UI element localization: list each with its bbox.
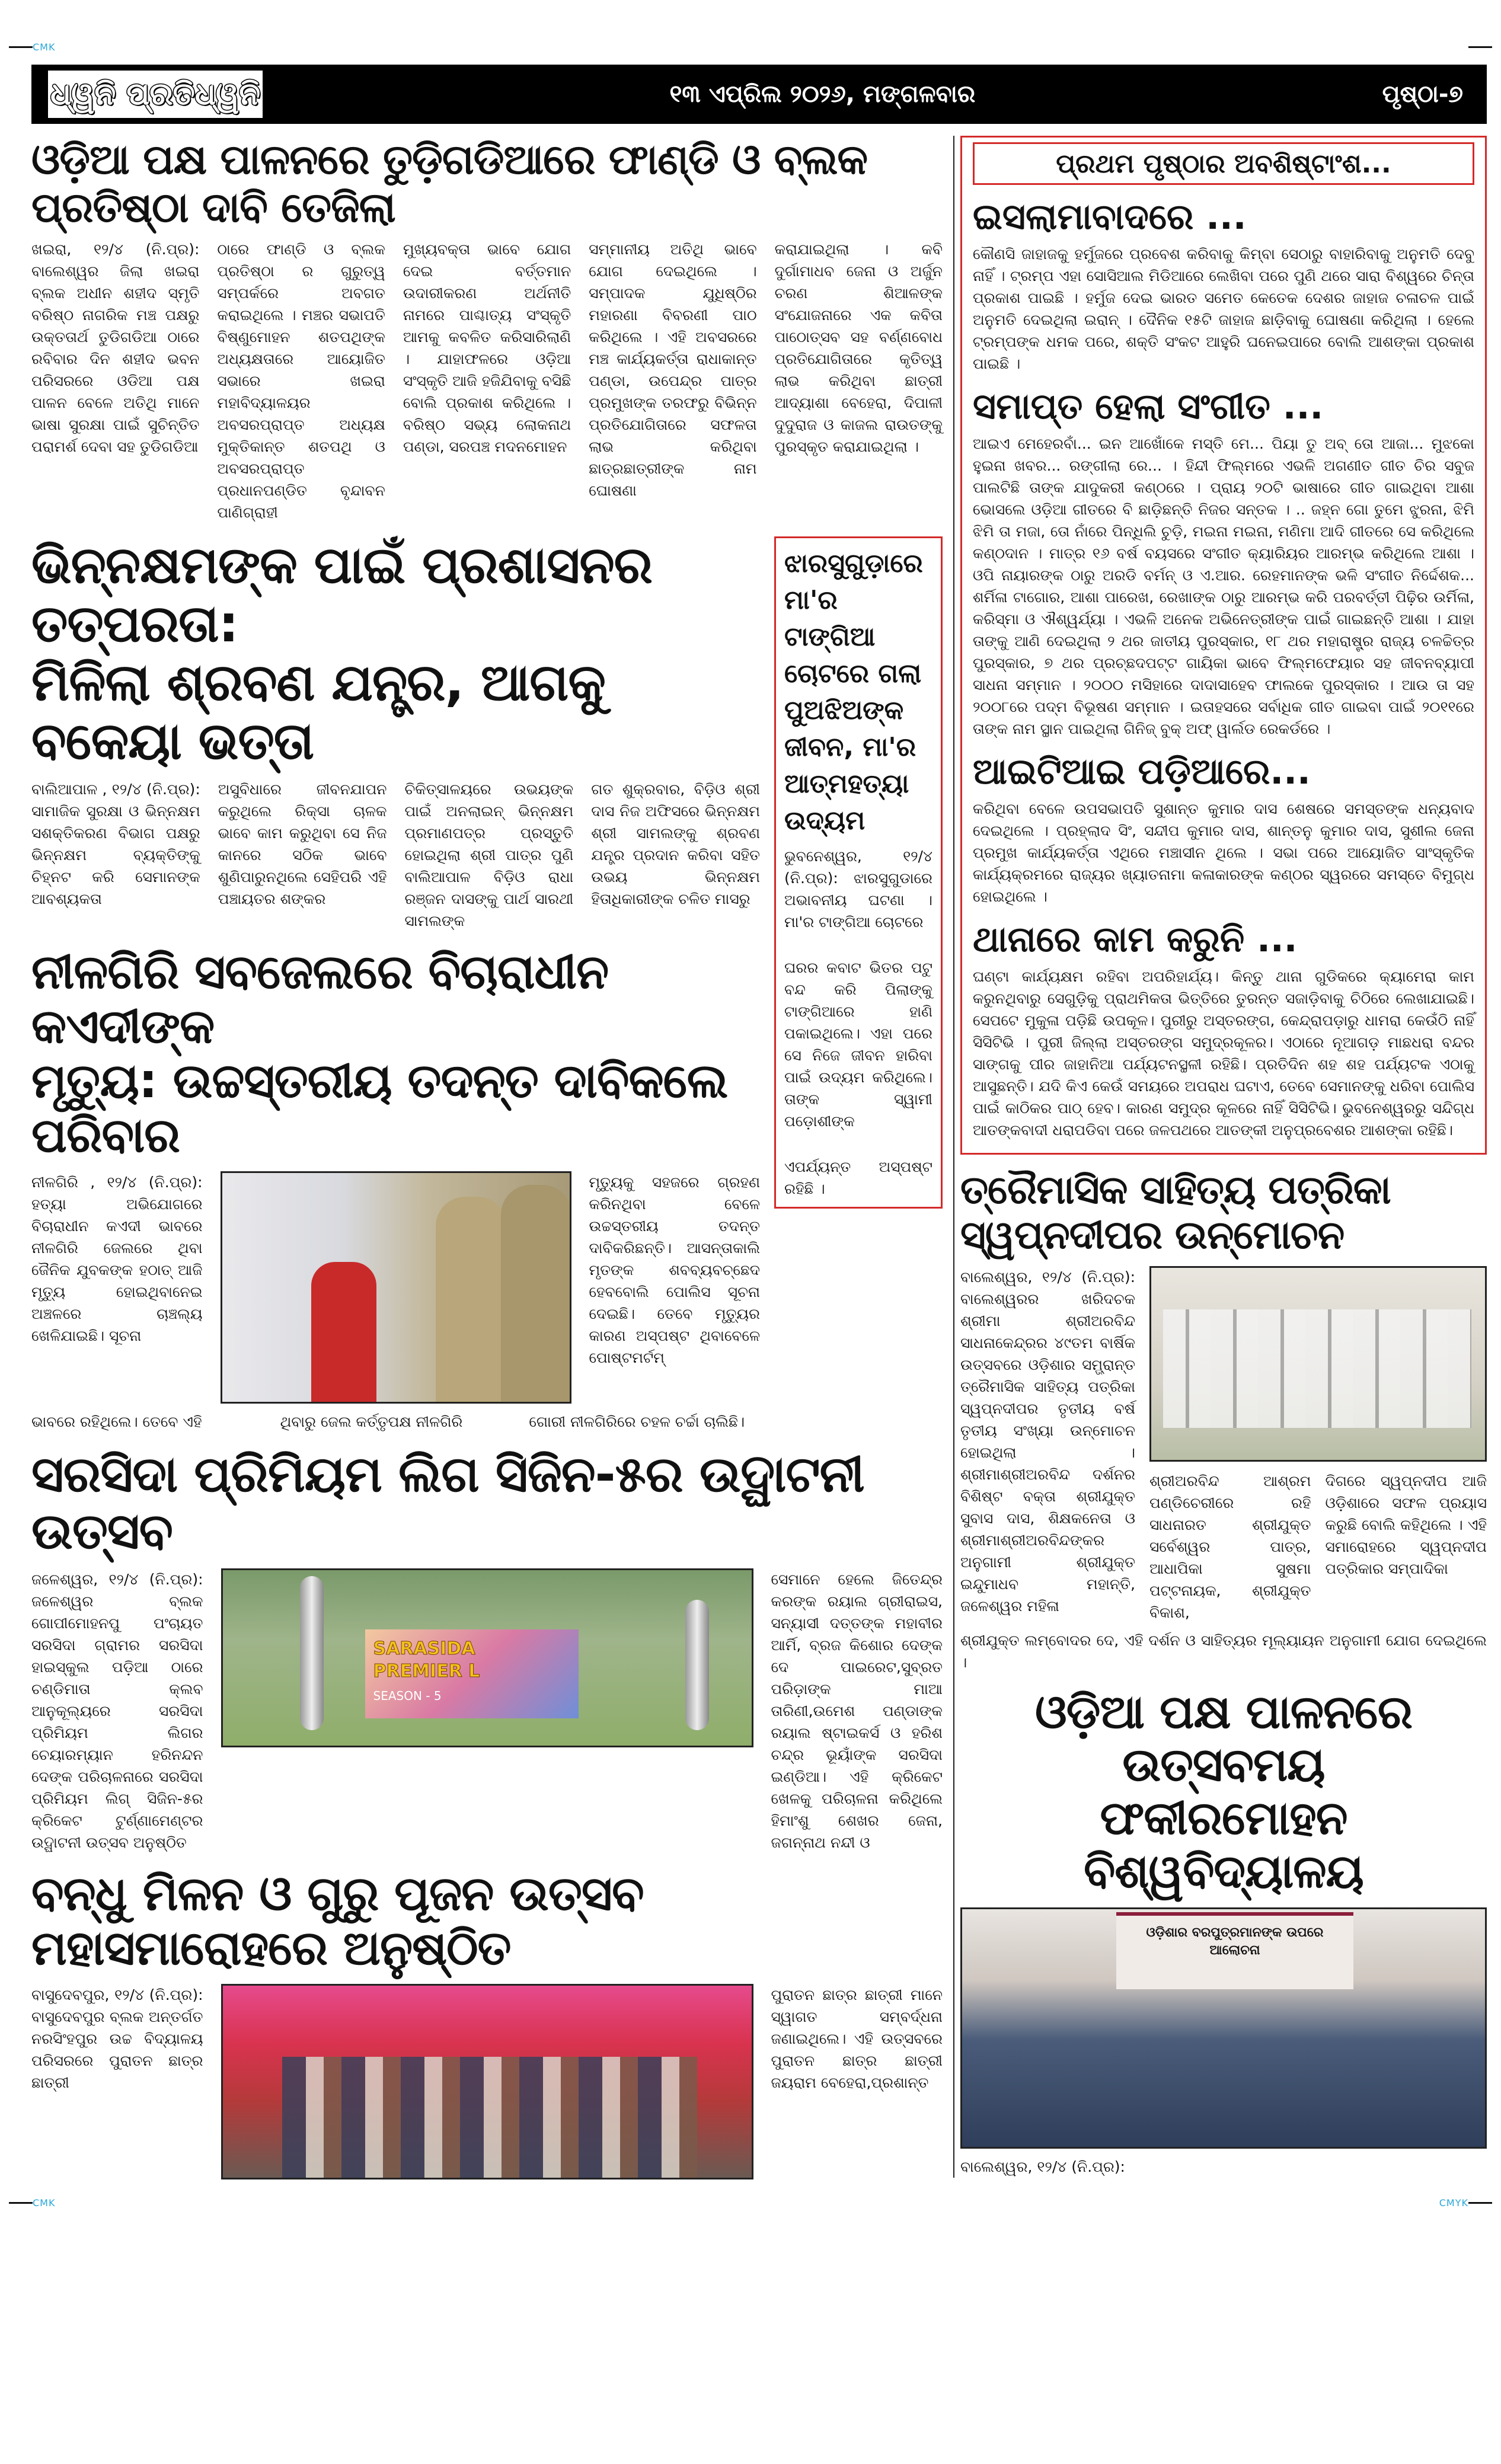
event-screen	[1116, 1912, 1353, 1989]
continued-box-title: ପ୍ରଥମ ପୃଷ୍ଠାର ଅବଶିଷ୍ଟାଂଶ...	[973, 142, 1474, 185]
sidebar-story-box	[774, 536, 943, 1209]
article5-column-left: ବାଲେଶ୍ୱର, ୧୨/୪ (ନି.ପ୍ର): ବାଲେଶ୍ୱରର ଖରିଦଚକ ଶ୍ରୀମା ଶ୍ରୀଅରବିନ୍ଦ ସାଧନାକେନ୍ଦ୍ରର ୪୯ତମ ବାର୍ଷିକ ଉତ୍ସବରେ ଓଡ଼ିଶାର ସମ୍ଭ୍ରାନ୍ତ ତ୍ରୈମାସିକ ସାହିତ୍ୟ ପତ୍ରିକା ସ୍ୱପ୍ନଦୀପର ତୃତୀୟ ବର୍ଷ ତୃତୀୟ ସଂଖ୍ୟା ଉନ୍ମୋଚନ ହୋଇଥିଲା । ଶ୍ରୀମାଶ୍ରୀଅରବିନ୍ଦ ଦର୍ଶନର ବିଶିଷ୍ଟ ବକ୍ତା ଶ୍ରୀଯୁକ୍ତ ସୁବାସ ଦାସ, ଶିକ୍ଷକନେତା ଓ ଶ୍ରୀମାଶ୍ରୀଅରବିନ୍ଦଙ୍କର ଅନୁଗାମୀ ଶ୍ରୀଯୁକ୍ତ ଇନ୍ଦୁମାଧବ ମହାନ୍ତି, ଜଳେଶ୍ୱର ମହିଳା	[960, 1268, 1135, 1615]
photo-alumni-meet	[221, 1984, 753, 2179]
sidebar-story-headline: ଝାରସୁଗୁଡ଼ାରେ ମା'ର ଟାଙ୍ଗିଆ ଚୋଟରେ ଗଲା ପୁଅଝିଅଙ୍କ ଜୀବନ, ମା'ର ଆତ୍ମହତ୍ୟା ଉଦ୍ୟମ	[784, 548, 923, 836]
article6-lead: ବାଲେଶ୍ୱର, ୧୨/୪ (ନି.ପ୍ର):	[960, 2158, 1125, 2175]
sidebar-story-lead: ଭୁବନେଶ୍ୱର, ୧୨/୪ (ନି.ପ୍ର): ଝାରସୁଗୁଡାରେ ଅଭାବନୀୟ ଘଟଣା । ମା'ର ଟାଙ୍ଗିଆ ଚୋଟରେ	[784, 848, 932, 931]
headline-article6-line1: ଓଡ଼ିଆ ପକ୍ଷ ପାଳନରେ ଉତ୍ସବମୟ	[1034, 1685, 1413, 1792]
article-column: ଅସୁବିଧାରେ ଜୀବନଯାପନ କରୁଥିଲେ ରିକ୍ସା ଚାଳକ ଭାବେ କାମ କରୁଥିବା ସେ ନିଜ କାନରେ ସଠିକ ଭାବେ ଶୁଣିପାରୁନଥିଲେ ସେହିପରି ଏହି ପଞ୍ଚାୟତର ଶଙ୍କର	[218, 780, 387, 907]
photo-university-event	[960, 1907, 1487, 2149]
headline-article6-line2: ଫକୀରମୋହନ ବିଶ୍ୱବିଦ୍ୟାଳୟ	[1084, 1792, 1363, 1899]
article3	[31, 945, 760, 1433]
article-column: ଚିକିତ୍ସାଳୟରେ ଉଭୟଙ୍କ ପାଇଁ ଅନଲାଇନ୍ ଭିନ୍ନକ୍ଷମ ପ୍ରମାଣପତ୍ର ପ୍ରସ୍ତୁତି ହୋଇଥିଲା ଶ୍ରୀ ପାତ୍ର ପୁଣି ବାଲିଆପାଳ ବିଡ଼ିଓ ରାଧା ରଞ୍ଜନ ଦାସଙ୍କୁ ପାର୍ଥ ସାରଥୀ ସାମଲଙ୍କ	[404, 780, 574, 929]
banner-title: SARASIDA PREMIER L	[373, 1638, 480, 1682]
page-body	[31, 136, 1487, 2179]
crop-mark	[9, 46, 33, 48]
article3-column-left: ନୀଳଗିରି , ୧୨/୪ (ନି.ପ୍ର): ହତ୍ୟା ଅଭିଯୋଗରେ ବିଚାରାଧୀନ କଏଦୀ ଭାବରେ ନୀଳଗିରି ଜେଲରେ ଥିବା ଜୈନିକ ଯୁବକଙ୍କ ହଠାତ୍ ଆଜି ମୃତ୍ୟୁ ହୋଇଥିବାନେଇ ଅଞ୍ଚଳରେ ଚାଞ୍ଚଲ୍ୟ ଖେଳିଯାଇଛି। ସୂଚନା	[31, 1173, 203, 1344]
headline-article2-line1: ଭିନ୍ନକ୍ଷମଙ୍କ ପାଇଁ ପ୍ରଶାସନର ତତ୍ପରତା:	[31, 536, 652, 654]
article-line: ଗୋରୀ ନୀଳଗିରିରେ ଚହଳ ଚର୍ଚ୍ଚା ଚାଲିଛି।	[529, 1412, 745, 1430]
article4-column-left: ଜଳେଶ୍ୱର, ୧୨/୪ (ନି.ପ୍ର): ଜଳେଶ୍ୱର ବ୍ଲକ ଗୋପୀମୋହନପୁ ପଂଚାୟତ ସରସିଦା ଗ୍ରାମର ସରସିଦା ହାଇସ୍କୁଲ ପଡ଼ିଆ ଠାରେ ଚଣ୍ଡିମାତା କ୍ଲବ ଆନୁକୂଲ୍ୟରେ ସରସିଦା ପ୍ରିମିୟମ ଲିଗର ଚେୟାରମ୍ୟାନ ହରିନନ୍ଦନ ଦେଙ୍କ ପରିଚାଳନାରେ ସରସିଦା ପ୍ରିମିୟମ ଲିଗ୍ ସିଜିନ-୫ର କ୍ରିକେଟ ଟୁର୍ଣ୍ଣାମେଣ୍ଟର ଉଦ୍ଘାଟନୀ ଉତ୍ସବ ଅନୁଷ୍ଠିତ	[31, 1570, 203, 1851]
photo-magazine-release	[1149, 1266, 1487, 1462]
article-column: ମୁଖ୍ୟବକ୍ତା ଭାବେ ଯୋଗ ଦେଇ ବର୍ତ୍ତମାନ ଉଦାରୀକରଣ ଅର୍ଥନୀତି ନାମରେ ପାଶ୍ଚାତ୍ୟ ସଂସ୍କୃତି ଆମକୁ କବଳିତ କରିସାରିଲାଣି । ଯାହାଫଳରେ ଓଡ଼ିଆ ସଂସ୍କୃତି ଆଜି ହଜିଯିବାକୁ ବସିଛି ବୋଲି ପ୍ରକାଶ କରିଥିଲେ । ବରିଷ୍ଠ ସଭ୍ୟ ଲୋକନାଥ ପଣ୍ଡା, ସରପଞ୍ଚ ମଦନମୋହନ	[403, 241, 571, 455]
photo-jail-hospital	[221, 1171, 571, 1404]
article7-column-right: ପୁରାତନ ଛାତ୍ର ଛାତ୍ରୀ ମାନେ ସ୍ୱାଗତ ସମ୍ବର୍ଦ୍ଧନା ଜଣାଇଥିଲେ। ଏହି ଉତ୍ସବରେ ପୁରାତନ ଛାତ୍ର ଛାତ୍ରୀ ଜୟରାମ ବେହେରା,ପ୍ରଶାନ୍ତ	[771, 1986, 943, 2091]
continued-item-text: କୌଣସି ଜାହାଜକୁ ହର୍ମୁଜରେ ପ୍ରବେଶ କରିବାକୁ କିମ୍ବା ସେଠାରୁ ବାହାରିବାକୁ ଅନୁମତି ଦେବୁ ନାହିଁ । ଟ୍ରମ୍ପ ଏହା ସୋସିଆଲ ମିଡିଆରେ ଲେଖିବା ପରେ ପୁଣି ଥରେ ସାରା ବିଶ୍ୱରେ ଚିନ୍ତା ପ୍ରକାଶ ପାଇଛି । ହର୍ମୁଜ ଦେଇ ଭାରତ ସମେତ କେତେକ ଦେଶର ଜାହାଜ ଚଳାଚଳ ପାଇଁ ଅନୁମତି ଦେଇଥିଲା ଇରାନ୍ । ଦୈନିକ ୧୫ଟି ଜାହାଜ ଛାଡ଼ିବାକୁ ଘୋଷଣା କରିଥିଲା । ହେଲେ ଟ୍ରମ୍ପଙ୍କ ଧମକ ପରେ, ଶକ୍ତି ସଂକଟ ଆହୁରି ଘନେଇପାରେ ବୋଲି ଆଶଙ୍କା ପ୍ରକାଶ ପାଇଛି ।	[973, 245, 1474, 372]
article-column: ଖଇରା, ୧୨/୪ (ନି.ପ୍ର): ବାଲେଶ୍ୱର ଜିଲା ଖଇରା ବ୍ଲକ ଅଧୀନ ଶହୀଦ ସ୍ମୃତି ବରିଷ୍ଠ ନାଗରିକ ମଞ୍ଚ ପକ୍ଷରୁ ଉକ୍ତତାର୍ଥ ତୁଡିଗଡିଆ ଠାରେ ରବିବାର ଦିନ ଶହୀଦ ଭବନ ପରିସରରେ ଓଡିଆ ପକ୍ଷ ପାଳନ ବେଳେ ଅତିଥି ମାନେ ଭାଷା ସୁରକ୍ଷା ପାଇଁ ସୁଚିନ୍ତିତ ପରାମର୍ଶ ଦେବା ସହ ତୁଡିଗଡିଆ	[31, 241, 200, 455]
article3-column-right: ମୃତ୍ୟୁକୁ ସହଜରେ ଗ୍ରହଣ କରିନଥିବା ବେଳେ ଉଚ୍ଚସ୍ତରୀୟ ତଦନ୍ତ ଦାବିକରିଛନ୍ତି। ଆସନ୍ତାକାଲି ମୃତଙ୍କ ଶବବ୍ୟବଚ୍ଛେଦ ହେବବୋଲି ପୋଲିସ ସୂଚନା ଦେଇଛି। ତେବେ ମୃତ୍ୟୁର କାରଣ ଅସ୍ପଷ୍ଟ ଥିବାବେଳେ ପୋଷ୍ଟମର୍ଟମ୍	[589, 1173, 760, 1366]
continued-item-heading: ଇସଲାମାବାଦରେ ...	[973, 196, 1247, 238]
continued-item-heading: ସମାପ୍ତ ହେଲା ସଂଗୀତ ...	[973, 386, 1324, 427]
print-mark-cmyk: CMYK	[1439, 2197, 1468, 2209]
continued-item-text: ଆଇଏ ମେହେରବାଁ... ଇନ ଆଖୋଁକେ ମସ୍ତି ମେ... ପିୟା ତୁ ଅବ୍ ତୋ ଆଜା... ମୁଝକୋ ହୁଇନା ଖବର... ରଙ୍ଗୀଲା ରେ... । ହିନ୍ଦୀ ଫିଲ୍ମରେ ଏଭଳି ଅଗଣୀତ ଗୀତ ଚିର ସବୁଜ ପାଲଟିଛି ତାଙ୍କ ଯାଦୁକରୀ କଣ୍ଠରେ । ପ୍ରାୟ ୨୦ଟି ଭାଷାରେ ଗୀତ ଗାଇଥିବା ଆଶା ଭୋସଲେ ଓଡ଼ିଆ ଗୀତରେ ବି ଛାଡ଼ିଛନ୍ତି ନିଜର ସନ୍ତକ । .. ଜହ୍ନ ଗୋ ତୁମେ ଝୁରନା, ଝିମି ଝିମି ତା ମଜା, ତୋ ନାଁରେ ପିନ୍ଧିଲି ଚୁଡ଼ି, ମଇନା ମଇନା, ମଣିମା ଆଦି ଗୀତରେ ସେ କରିଥିଲେ କଣ୍ଠଦାନ । ମାତ୍ର ୧୬ ବର୍ଷ ବୟସରେ ସଂଗୀତ କ୍ୟାରିୟର ଆରମ୍ଭ କରିଥିଲେ ଆଶା । ଓପି ନାୟାରଙ୍କ ଠାରୁ ଅରଡି ବର୍ମନ୍ ଓ ଏ.ଆର. ରେହମାନଙ୍କ ଭଳି ସଂଗୀତ ନିର୍ଦ୍ଦେଶକ... ଶର୍ମିଳା ଟାଗୋର, ଆଶା ପାରେଖ, ରେଖାଙ୍କ ଠାରୁ ଆରମ୍ଭ କରି ପରବର୍ତ୍ତୀ ପିଢ଼ିର ଉର୍ମିଳା, କରିସ୍ମା ଓ ଐଶ୍ୱର୍ଯ୍ୟା । ଏଭଳି ଅନେକ ଅଭିନେତ୍ରୀଙ୍କ ପାଇଁ ଗାଇଛନ୍ତି ଆଶା । ଯାହା ତାଙ୍କୁ ଆଣି ଦେଇଥିଲା ୨ ଥର ଜାତୀୟ ପୁରସ୍କାର, ୧୮ ଥର ମହାରାଷ୍ଟ୍ର ରାଜ୍ୟ ଚଳଚ୍ଚିତ୍ର ପୁରସ୍କାର, ୭ ଥର ପ୍ରଚ୍ଛଦପଟ୍ଟ ଗାୟିକା ଭାବେ ଫିଲ୍ମଫେୟାର ସହ ଜୀବନବ୍ୟାପୀ ସାଧନା ସମ୍ମାନ । ୨୦୦୦ ମସିହାରେ ଦାଦାସାହେବ ଫାଲକେ ପୁରସ୍କାର । ଆଉ ତା ସହ ୨୦୦୮ରେ ପଦ୍ମ ବିଭୂଷଣ ସମ୍ମାନ । ଇତାହସରେ ସର୍ବାଧିକ ଗୀତ ଗାଇବା ପାଇଁ ୨୦୧୧ରେ ତାଙ୍କ ନାମ ସ୍ଥାନ ପାଇଥିଲା ଗିନିଜ୍ ବୁକ୍ ଅଫ୍ ୱାର୍ଲଡ ରେକର୍ଡରେ ।	[973, 435, 1474, 737]
article5	[960, 1168, 1487, 1673]
article1-body	[31, 238, 943, 523]
banner-season: SEASON - 5	[373, 1688, 442, 1703]
print-mark-cmk: CMK	[33, 2197, 56, 2209]
headline-article3-line2: ମୃତ୍ୟୁ: ଉଚ୍ଚସ୍ତରୀୟ ତଦନ୍ତ ଦାବିକଲେ ପରିବାର	[31, 1053, 728, 1163]
newspaper-logo: ଧ୍ୱନି ପ୍ରତିଧ୍ୱନି	[48, 71, 263, 118]
headline-article2-line2: ମିଳିଲା ଶ୍ରବଣ ଯନ୍ତ୍ର, ଆଗକୁ ବକେୟା ଭତ୍ତା	[31, 653, 605, 771]
continued-from-front-page-box	[960, 136, 1487, 1155]
article2	[31, 536, 760, 932]
photo-cricket-trophy	[221, 1568, 753, 1747]
right-section	[953, 136, 1487, 2178]
continued-item-text: ଘଣ୍ଟା କାର୍ଯ୍ୟକ୍ଷମ ରହିବା ଅପରିହାର୍ଯ୍ୟ। କିନ୍ତୁ ଥାନା ଗୁଡିକରେ କ୍ୟାମେରା କାମ କରୁନଥିବାରୁ ସେଗୁଡ଼ିକୁ ପ୍ରାଥମିକତା ଭିତ୍ତିରେ ତୁରନ୍ତ ସଜାଡ଼ିବାକୁ ଚିଠିରେ ଲେଖାଯାଇଛି। ସେପଟେ ମୁକୁଳା ପଡ଼ିଛି ଉପକୂଳ। ପୁରୀରୁ ଅସ୍ତରଙ୍ଗ, କେନ୍ଦ୍ରାପଡ଼ାରୁ ଧାମରା କେଉଁଠି ନାହିଁ ସିସିଟିଭି । ପୁରୀ ଜିଲ୍ଲା ଅସ୍ତରଙ୍ଗ ସମୁଦ୍ରକୂଳର। ଏଠାରେ ନୂଆଗଡ଼ ମାଛଧରା ବନ୍ଦର ସାଙ୍ଗକୁ ପୀର ଜାହାନିଆ ପର୍ଯ୍ୟଟନସ୍ଥଳୀ ରହିଛି। ପ୍ରତିଦିନ ଶହ ଶହ ପର୍ଯ୍ୟଟକ ଏଠାକୁ ଆସୁଛନ୍ତି। ଯଦି କିଏ କେଉଁ ସମୟରେ ଅପରାଧ ଘଟାଏ, ତେବେ ସେମାନଙ୍କୁ ଧରିବା ପୋଲିସ ପାଇଁ କାଠିକର ପାଠ୍ ହେବ। କାରଣ ସମୁଦ୍ର କୂଳରେ ନାହିଁ ସିସିଟିଭି। ଭୁବନେଶ୍ୱରରୁ ସନ୍ଦିଗ୍ଧ ଆତଙ୍କବାଦୀ ଧରାପଡିବା ପରେ ଜଳପଥରେ ଆତଙ୍କୀ ଅନୁପ୍ରବେଶର ଆଶଙ୍କା ରହିଛି।	[973, 968, 1474, 1139]
page-number: ପୃଷ୍ଠା-୭	[1382, 81, 1463, 108]
article4-column-right: ସେମାନେ ହେଲେ ଜିତେନ୍ଦ୍ର କରଙ୍କ ରୟାଲ ଗ୍ରୀରାଇସ, ସନ୍ୟାସୀ ଦତ୍ତଙ୍କ ମହାବୀର ଆର୍ମି, ବ୍ରଜ କିଶୋର ଦେଙ୍କ ଦେ ପାଇରେଟ,ସୁବ୍ରତ ପରିଡ଼ାଙ୍କ ମାଆ ତାରିଣୀ,ଉମେଶ ପଣ୍ଡାଙ୍କ ରୟାଲ ଷ୍ଟାଇକର୍ସ ଓ ହରିଶ ଚନ୍ଦ୍ର ଭୂୟାଁଙ୍କ ସରସିଦା ଇଣ୍ଡିଆ। ଏହି କ୍ରିକେଟ ଖେଳକୁ ପରିଚାଳନା କରିଥିଲେ ହିମାଂଶୁ ଶେଖର ଜେନା, ଜଗନ୍ନାଥ ନନ୍ଦୀ ଓ	[771, 1570, 943, 1851]
crop-mark	[1468, 2202, 1492, 2204]
masthead	[31, 65, 1487, 124]
article5-column-right: ଦିଗରେ ସ୍ୱପ୍ନଦୀପ ଆଜି ଓଡ଼ିଶାରେ ସଫଳ ପ୍ରୟାସ କରୁଛି ବୋଲି କହିଥିଲେ । ଏହି ସମାରୋହରେ ସ୍ୱପ୍ନଦୀପ ପତ୍ରିକାର ସମ୍ପାଦିକା	[1325, 1472, 1487, 1577]
crop-mark	[9, 2202, 33, 2204]
headline-article4: ସରସିଦା ପ୍ରିମିୟମ ଲିଗ ସିଜିନ-୫ର ଉଦ୍ଘାଟନୀ ଉତ୍ସବ	[31, 1444, 864, 1561]
middle-main	[31, 536, 760, 1433]
article-column: ସମ୍ମାନୀୟ ଅତିଥି ଭାବେ ଯୋଗ ଦେଇଥିଲେ । ସମ୍ପାଦକ ଯୁଧିଷ୍ଠିର ମହାରଣା ବିବରଣୀ ପାଠ କରିଥିଲେ । ଏହି ଅବସରରେ ମଞ୍ଚ କାର୍ଯ୍ୟକର୍ତ୍ତା ରାଧାକାନ୍ତ ପଣ୍ଡା, ଉପେନ୍ଦ୍ର ପାତ୍ର ପ୍ରମୁଖଙ୍କ ତରଫରୁ ବିଭିନ୍ନ ପ୍ରତିଯୋଗିତାରେ ସଫଳତା ଲାଭ କରିଥିବା ଛାତ୍ରଛାତ୍ରୀଙ୍କ ନାମ ଘୋଷଣା	[589, 241, 757, 499]
article-column: କରାଯାଇଥିଲା । କବି ଦୁର୍ଗାମାଧବ ଜେନା ଓ ଅର୍ଜୁନ ଚରଣ ଶିଆଳଙ୍କ ସଂଯୋଜନାରେ ଏକ କବିତା ପାଠୋତ୍ସବ ସହ ବର୍ଣ୍ଣବୋଧ ପ୍ରତିଯୋଗିତାରେ କୃତିତ୍ୱ ଲାଭ କରିଥିବା ଛାତ୍ରୀ ଆଦ୍ୟାଶା ବେହେରା, ଦିପାଳୀ ଦୁଦୁରାଜ ଓ କାଜଲ ରାଉତଙ୍କୁ ପୁରସ୍କୃତ କରାଯାଇଥିଲା ।	[774, 241, 943, 455]
article-line: ଥିବାରୁ ଜେଲ କର୍ତ୍ତୃପକ୍ଷ ନୀଳଗିରି	[280, 1412, 463, 1430]
article1	[31, 136, 943, 523]
article-line: ଭାବରେ ରହିଥିଲେ। ତେବେ ଏହି	[31, 1412, 202, 1430]
article-column: ବାଲିଆପାଳ , ୧୨/୪ (ନି.ପ୍ର): ସାମାଜିକ ସୁରକ୍ଷା ଓ ଭିନ୍ନକ୍ଷମ ସଶକ୍ତିକରଣ ବିଭାଗ ପକ୍ଷରୁ ଭିନ୍ନକ୍ଷମ ବ୍ୟକ୍ତିଙ୍କୁ ଚିହ୍ନଟ କରି ସେମାନଙ୍କ ଆବଶ୍ୟକତା	[31, 780, 200, 907]
headline-article7: ବନ୍ଧୁ ମିଳନ ଓ ଗୁରୁ ପୂଜନ ଉତ୍ସବ ମହାସମାରୋହରେ ଅନୁଷ୍ଠିତ	[31, 1865, 644, 1976]
banner	[365, 1629, 579, 1718]
sidebar-story-text: ଘରର କବାଟ ଭିତର ପଟୁ ବନ୍ଦ କରି ପିଲାଙ୍କୁ ଟାଙ୍ଗିଆରେ ହାଣି ପକାଇଥିଲେ। ଏହା ପରେ ସେ ନିଜେ ଜୀବନ ହାରିବା ପାଇଁ ଉଦ୍ୟମ କରିଥିଲେ। ତାଙ୍କ ସ୍ୱାମୀ ପଡ଼ୋଶୀଙ୍କ	[784, 959, 932, 1130]
article6	[960, 1686, 1487, 2178]
event-screen-line2: ଆଲୋଚନା	[1209, 1942, 1260, 1958]
article7-column-left: ବାସୁଦେବପୁର, ୧୨/୪ (ନି.ପ୍ର): ବାସୁଦେବପୁର ବ୍ଲକ ଅନ୍ତର୍ଗତ ନରସିଂହପୁର ଉଚ୍ଚ ବିଦ୍ୟାଳୟ ପରିସରରେ ପୁରାତନ ଛାତ୍ର ଛାତ୍ରୀ	[31, 1986, 203, 2091]
article5-column-mid: ଶ୍ରୀଅରବିନ୍ଦ ଆଶ୍ରମ ପଣ୍ଡିଚେରୀରେ ରହି ସାଧନାରତ ଶ୍ରୀଯୁକ୍ତ ସର୍ବେଶ୍ୱର ପାତ୍ର, ଆଧାପିକା ସୁଷମା ପଟ୍ଟନାୟକ, ଶ୍ରୀଯୁକ୍ତ ବିକାଶ,	[1149, 1472, 1311, 1621]
article2-body	[31, 778, 760, 932]
crop-mark	[1468, 46, 1492, 48]
issue-date: ୧୩ ଏପ୍ରିଲ ୨୦୨୬, ମଙ୍ଗଳବାର	[669, 81, 976, 108]
article4	[31, 1446, 943, 1853]
article-column: ଗତ ଶୁକ୍ରବାର, ବିଡ଼ିଓ ଶ୍ରୀ ଦାସ ନିଜ ଅଫିସରେ ଭିନ୍ନକ୍ଷମ ଶ୍ରୀ ସାମଲଙ୍କୁ ଶ୍ରବଣ ଯନ୍ତ୍ର ପ୍ରଦାନ କରିବା ସହିତ ଉଭୟ ଭିନ୍ନକ୍ଷମ ହିତାଧିକାରୀଙ୍କ ଚଳିତ ମାସରୁ	[591, 780, 760, 907]
event-screen-line1: ଓଡ଼ିଶାର ବରପୁତ୍ରମାନଙ୍କ ଉପରେ	[1146, 1925, 1324, 1940]
continued-item-text: କରିଥିବା ବେଳେ ଉପସଭାପତି ସୁଶାନ୍ତ କୁମାର ଦାସ ଶେଷରେ ସମସ୍ତଙ୍କ ଧନ୍ୟବାଦ ଦେଇଥିଲେ । ପ୍ରହ୍ଲାଦ ସିଂ, ସନ୍ଦୀପ କୁମାର ଦାସ, ଶାନ୍ତନୁ କୁମାର ଦାସ, ସୁଶୀଲ ଜେନା ପ୍ରମୁଖ କାର୍ଯ୍ୟକର୍ତ୍ତା ଏଥିରେ ମଞ୍ଚାସୀନ ଥିଲେ । ସଭା ପରେ ଆୟୋଜିତ ସାଂସ୍କୃତିକ କାର୍ଯ୍ୟକ୍ରମରେ ରାଜ୍ୟର ଖ୍ୟାତନାମା କଳାକାରଙ୍କ କଣ୍ଠର ସ୍ୱରରେ ସମସ୍ତେ ବିମୁଗ୍ଧ ହୋଇଥିଲେ ।	[973, 800, 1474, 905]
headline-article3-line1: ନୀଳଗିରି ସବଜେଲରେ ବିଚାରାଧୀନ କଏଦୀଙ୍କ	[31, 944, 609, 1054]
continued-item-heading: ଥାନାରେ କାମ କରୁନି ...	[973, 919, 1298, 960]
article5-last-line: ଶ୍ରୀଯୁକ୍ତ ଲମ୍ବୋଦର ଦେ, ଏହି ଦର୍ଶନ ଓ ସାହିତ୍ୟର ମୂଲ୍ୟାୟନ ଅନୁଗାମୀ ଯୋଗ ଦେଇଥିଲେ ।	[960, 1631, 1487, 1671]
middle-block	[31, 536, 943, 1433]
article3-bottom-line	[31, 1411, 760, 1433]
headline-article5: ତ୍ରୈମାସିକ ସାହିତ୍ୟ ପତ୍ରିକା ସ୍ୱପ୍ନଦୀପର ଉନ୍ମୋଚନ	[960, 1167, 1391, 1258]
article7	[31, 1867, 943, 2179]
print-marks-bottom	[0, 2197, 1501, 2232]
headline-article1: ଓଡ଼ିଆ ପକ୍ଷ ପାଳନରେ ତୁଡ଼ିଗଡିଆରେ ଫାଣ୍ଡି ଓ ବ୍ଲକ ପ୍ରତିଷ୍ଠା ଦାବି ତେଜିଲା	[31, 135, 868, 232]
article-column: ଠାରେ ଫାଣ୍ଡି ଓ ବ୍ଲକ ପ୍ରତିଷ୍ଠା ର ଗୁରୁତ୍ୱ ସମ୍ପର୍କରେ ଅବଗତ କରାଇଥିଲେ । ମଞ୍ଚର ସଭାପତି ବିଷ୍ଣୁମୋହନ ଶତପଥିଙ୍କ ଅଧ୍ୟକ୍ଷତାରେ ଆୟୋଜିତ ସଭାରେ ଖଇରା ମହାବିଦ୍ୟାଳୟର ଅବସରପ୍ରାପ୍ତ ଅଧ୍ୟକ୍ଷ ମୁକ୍ତିକାନ୍ତ ଶତପଥି ଓ ଅବସରପ୍ରାପ୍ତ ପ୍ରଧାନପଣ୍ଡିତ ବୃନ୍ଦାବନ ପାଣିଗ୍ରାହୀ	[217, 241, 385, 521]
print-marks-top	[0, 0, 1501, 53]
print-mark-cmk: CMK	[33, 41, 56, 53]
sidebar-story-ending: ଏପର୍ଯ୍ୟନ୍ତ ଅସ୍ପଷ୍ଟ ରହିଛି ।	[784, 1158, 932, 1197]
continued-item-heading: ଆଇଟିଆଇ ପଡ଼ିଆରେ...	[973, 751, 1311, 792]
left-section	[31, 136, 943, 2179]
